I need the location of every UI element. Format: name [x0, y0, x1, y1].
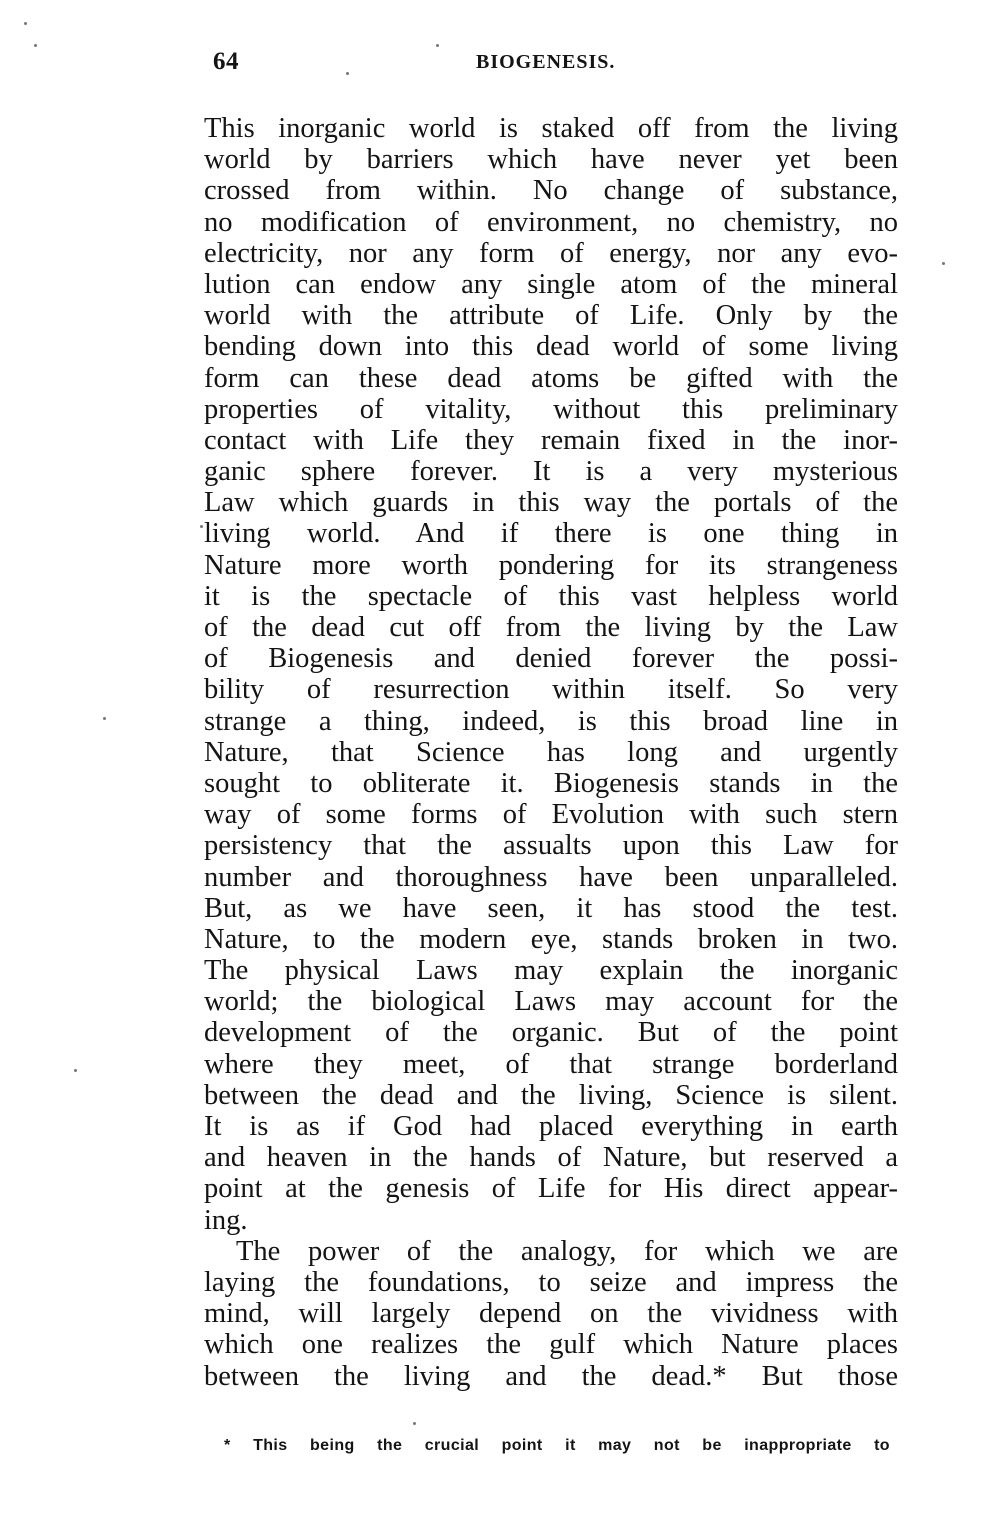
text-line: of Biogenesis and denied forever the possi- [204, 643, 898, 675]
page-number: 64 [213, 48, 239, 75]
running-title: BIOGENESIS. [476, 51, 616, 73]
text-line: ing. [204, 1204, 248, 1236]
text-line: number and thoroughness have been unparalleled. [204, 861, 898, 893]
text-line: This inorganic world is staked off from the living [204, 113, 898, 144]
text-line: and heaven in the hands of Nature, but reserved a [204, 1142, 898, 1174]
text-line: The power of the analogy, for which we are [236, 1235, 898, 1267]
text-line: sought to obliterate it. Biogenesis stands in the [204, 767, 898, 799]
text-line: But, as we have seen, it has stood the test. [204, 892, 898, 924]
text-line: world by barriers which have never yet been [204, 144, 898, 176]
text-line: bending down into this dead world of some living [204, 331, 898, 363]
paper-speck [24, 22, 27, 25]
text-line: it is the spectacle of this vast helpless world [204, 580, 898, 612]
text-line: bility of resurrection within itself. So very [204, 674, 898, 706]
text-line: strange a thing, indeed, is this broad line in [204, 705, 898, 737]
text-line: between the living and the dead.* But those [204, 1360, 898, 1392]
paper-speck [942, 262, 945, 265]
text-line: Nature more worth pondering for its strangeness [204, 549, 898, 581]
text-line: point at the genesis of Life for His direct appear- [204, 1173, 898, 1205]
body-text [204, 113, 898, 1392]
text-line: laying the foundations, to seize and impress the [204, 1266, 898, 1298]
text-line: contact with Life they remain fixed in the inor- [204, 424, 898, 456]
paper-speck [200, 525, 203, 528]
text-line: world with the attribute of Life. Only by the [204, 300, 898, 332]
paper-speck [346, 72, 349, 75]
text-line: electricity, nor any form of energy, nor any evo- [204, 237, 898, 269]
paper-speck [103, 717, 106, 720]
text-line: lution can endow any single atom of the mineral [204, 268, 898, 300]
text-line: Nature, that Science has long and urgently [204, 736, 898, 768]
paper-speck [34, 44, 37, 47]
text-line: crossed from within. No change of substance, [204, 175, 898, 207]
text-line: way of some forms of Evolution with such stern [204, 799, 898, 831]
running-head [213, 48, 893, 84]
text-line: Law which guards in this way the portals of the [204, 487, 898, 519]
paper-speck [413, 1422, 416, 1425]
text-line: between the dead and the living, Science is silent. [204, 1079, 898, 1111]
text-line: no modification of environment, no chemistry, no [204, 206, 898, 238]
text-line: ganic sphere forever. It is a very mysterious [204, 456, 898, 488]
footnote: * This being the crucial point it may not be inappropriate to [224, 1437, 890, 1454]
text-line: of the dead cut off from the living by the Law [204, 612, 898, 643]
paper-speck [74, 1069, 77, 1072]
text-line: The physical Laws may explain the inorganic [204, 955, 898, 987]
text-line: where they meet, of that strange borderland [204, 1048, 898, 1080]
text-line: Nature, to the modern eye, stands broken in two. [204, 923, 898, 955]
text-line: world; the biological Laws may account for the [204, 986, 898, 1018]
paper-speck [436, 44, 439, 47]
text-line: form can these dead atoms be gifted with the [204, 362, 898, 394]
text-line: properties of vitality, without this preliminary [204, 393, 898, 425]
text-line: mind, will largely depend on the vividness with [204, 1298, 898, 1330]
text-line: persistency that the assualts upon this Law for [204, 830, 898, 862]
text-line: living world. And if there is one thing in [204, 518, 898, 550]
text-line: It is as if God had placed everything in earth [204, 1111, 898, 1142]
text-line: development of the organic. But of the point [204, 1017, 898, 1049]
text-line: which one realizes the gulf which Nature places [204, 1329, 898, 1361]
